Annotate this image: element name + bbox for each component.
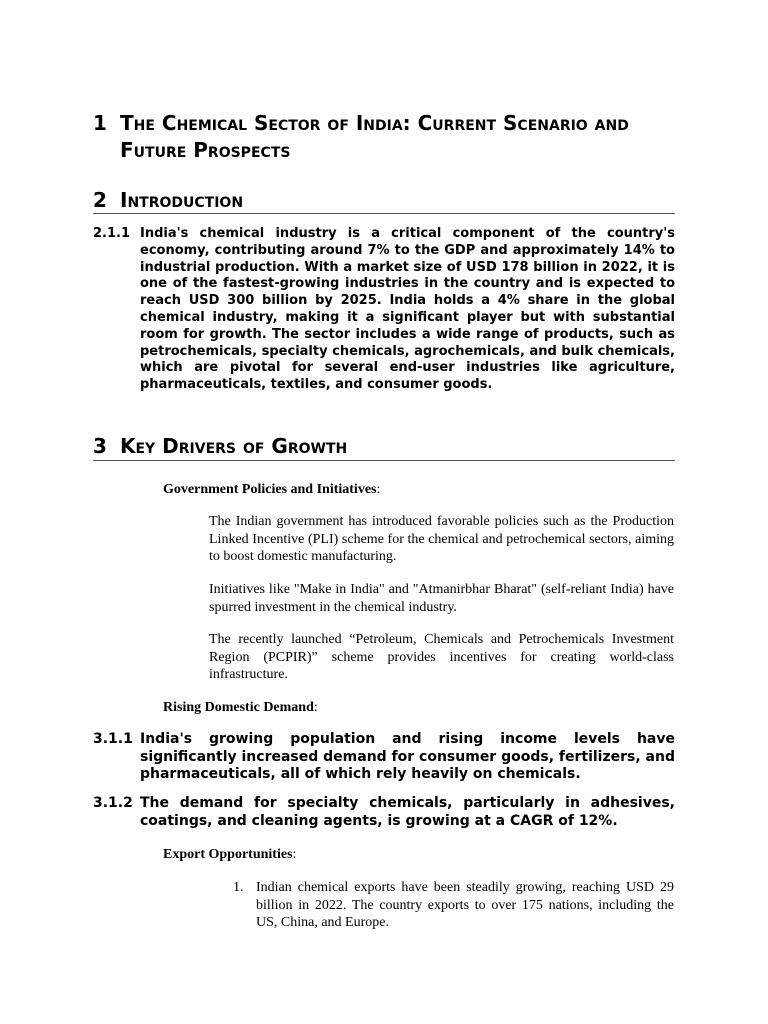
heading-rule	[93, 213, 675, 214]
list-text: Indian chemical exports have been steadily growing, reaching USD 29 billion in 2022. The country exports to over 175 nations, including the US, China, and Europe.	[256, 880, 674, 930]
item-number: 3.1.1	[93, 731, 133, 747]
heading-text: Key Drivers of Growth	[120, 434, 348, 458]
item-text: The demand for specialty chemicals, particularly in adhesives, coatings, and cleaning agents, is growing at a CAGR of 12%.	[140, 795, 675, 829]
policy-paragraph: The recently launched “Petroleum, Chemicals and Petrochemicals Investment Region (PCPIR)” scheme provides incentives for creating world-class infrastructure.	[209, 632, 674, 682]
item-number: 2.1.1	[93, 226, 131, 241]
subhead-export-opportunities: Export Opportunities:	[163, 847, 297, 862]
heading-text: Introduction	[120, 188, 244, 212]
policy-paragraph: The Indian government has introduced favorable policies such as the Production Linked Incentive (PLI) scheme for the chemical and petrochemical sectors, aiming to boost domestic manufacturing.	[209, 514, 674, 564]
policy-paragraph: Initiatives like "Make in India" and "Atmanirbhar Bharat" (self-reliant India) have spurred investment in the chemical industry.	[209, 582, 674, 615]
subhead-label: Government Policies and Initiatives	[163, 482, 377, 497]
subhead-rising-demand: Rising Domestic Demand:	[163, 700, 318, 715]
item-text: India's chemical industry is a critical component of the country's economy, contributing around 7% to the GDP and approximately 14% to industrial production. With a market size of USD 178 billion in 2022, it is one of the fastest-growing industries in the country and is expected to reach USD 300 billion by 2025. India holds a 4% share in the global chemical industry, making it a significant player but with substantial room for growth. The sector includes a wide range of products, such as petrochemicals, specialty chemicals, agrochemicals, and bulk chemicals, which are pivotal for several end-user industries like agriculture, pharmaceuticals, textiles, and consumer goods.	[140, 226, 675, 393]
heading-number: 3	[93, 434, 107, 458]
item-number: 3.1.2	[93, 795, 133, 811]
subhead-government-policies: Government Policies and Initiatives:	[163, 482, 381, 497]
subhead-label: Rising Domestic Demand	[163, 700, 314, 715]
title-number: 1	[93, 111, 107, 135]
list-number: 1.	[233, 880, 244, 895]
subhead-label: Export Opportunities	[163, 847, 293, 862]
title-text: The Chemical Sector of India: Current Scenario and Future Prospects	[120, 111, 629, 162]
heading-number: 2	[93, 188, 107, 212]
heading-rule	[93, 460, 675, 461]
item-text: India's growing population and rising income levels have significantly increased demand for consumer goods, fertilizers, and pharmaceuticals, all of which rely heavily on chemicals.	[140, 731, 675, 782]
